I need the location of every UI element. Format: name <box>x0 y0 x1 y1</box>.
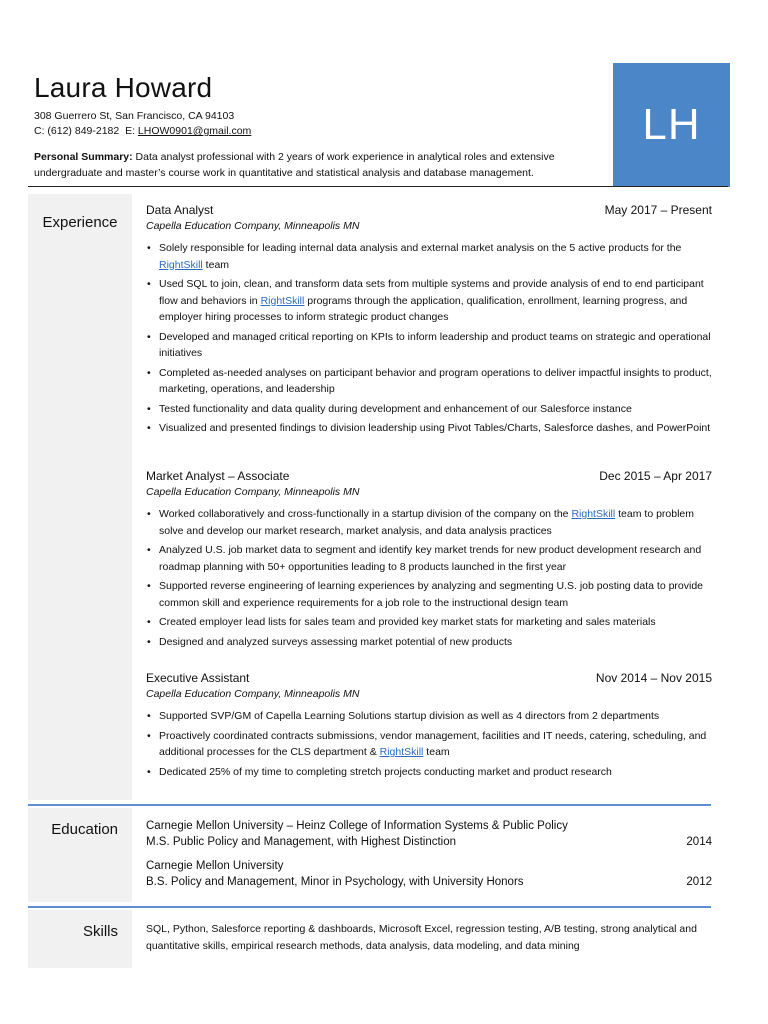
job-header <box>146 202 712 218</box>
job-company: Capella Education Company, Minneapolis MN <box>146 220 360 232</box>
job-entry <box>146 670 712 783</box>
rightskill-link[interactable]: RightSkill <box>260 294 305 307</box>
summary-text: Data analyst professional with 2 years of work experience in analytical roles and extensive undergraduate and master’s course work in quantitative and statistical analysis and database management. <box>34 151 555 179</box>
job-company: Capella Education Company, Minneapolis MN <box>146 486 360 498</box>
monogram-badge: LH <box>613 63 730 187</box>
education-year: 2012 <box>686 876 712 888</box>
email-link[interactable]: LHOW0901@gmail.com <box>137 125 252 137</box>
bullet-item <box>146 365 712 398</box>
job-header <box>146 468 712 484</box>
phone: (612) 849-2182 <box>47 125 120 137</box>
education-entry <box>146 818 712 850</box>
bullet-text: Supported SVP/GM of Capella Learning Solutions startup division as well as 4 directors from 2 departments <box>159 710 660 722</box>
section-heading-experience: Experience <box>42 214 118 231</box>
section-divider <box>28 906 711 908</box>
bullet-item <box>146 728 712 761</box>
education-entry <box>146 858 712 890</box>
education-sidebar <box>28 808 132 902</box>
phone-label: C: <box>34 125 45 137</box>
education-year: 2014 <box>686 836 712 848</box>
bullet-item <box>146 764 712 781</box>
education-degree: M.S. Public Policy and Management, with Highest Distinction <box>146 836 457 848</box>
section-heading-skills: Skills <box>82 923 118 940</box>
bullet-text: Dedicated 25% of my time to completing stretch projects conducting market and product research <box>159 765 612 778</box>
bullet-item <box>146 578 712 611</box>
job-dates: Dec 2015 – Apr 2017 <box>599 469 712 483</box>
job-header <box>146 670 712 686</box>
bullet-text: Used SQL to join, clean, and transform data sets from multiple systems and provide analysis of end to end participant flow and behaviors in <box>159 278 704 307</box>
job-company: Capella Education Company, Minneapolis MN <box>146 688 360 700</box>
address: 308 Guerrero St, San Francisco, CA 94103 <box>34 110 235 122</box>
job-dates: May 2017 – Present <box>604 203 712 217</box>
bullet-text: Developed and managed critical reporting on KPIs to inform leadership and product teams on strategic and operational initiatives <box>159 330 711 359</box>
job-title: Data Analyst <box>146 203 214 217</box>
bullet-item <box>146 634 712 651</box>
summary-label: Personal Summary: <box>34 151 133 163</box>
candidate-name: Laura Howard <box>34 72 213 103</box>
bullet-text: Tested functionality and data quality during development and enhancement of our Salesforce instance <box>159 402 632 415</box>
bullet-item <box>146 240 712 273</box>
personal-summary <box>34 149 609 181</box>
bullet-item <box>146 329 712 362</box>
bullet-text: Visualized and presented findings to division leadership using Pivot Tables/Charts, Salesforce dashes, and PowerPoint <box>159 422 711 434</box>
bullet-text: team <box>423 746 450 758</box>
section-divider <box>28 804 711 806</box>
header-divider <box>28 186 728 187</box>
bullet-text: team <box>202 258 230 271</box>
email-label: E: <box>125 125 135 137</box>
job-bullets <box>146 506 712 650</box>
bullet-item <box>146 614 712 631</box>
bullet-text: programs through the application, qualification, enrollment, learning progress, and employer hiring processes to inform strategic product changes <box>159 294 688 323</box>
bullet-item <box>146 708 712 725</box>
rightskill-link[interactable]: RightSkill <box>571 508 616 520</box>
education-school: Carnegie Mellon University – Heinz College of Information Systems & Public Policy <box>146 820 568 832</box>
bullet-item <box>146 506 712 539</box>
job-entry <box>146 202 712 440</box>
bullet-item <box>146 401 712 418</box>
bullet-text: Designed and analyzed surveys assessing market potential of new products <box>159 635 513 648</box>
bullet-text: team to problem solve and develop our market research, market analysis, and data analysis practices <box>159 508 695 537</box>
bullet-text: Supported reverse engineering of learning experiences by analyzing and segmenting U.S. job posting data to provide common skill and experience requirements for a job role to the instructional design team <box>159 580 704 609</box>
bullet-item <box>146 542 712 575</box>
bullet-text: Solely responsible for leading internal data analysis and external market analysis on the 5 active products for the <box>159 242 682 254</box>
contact-line <box>34 124 251 138</box>
experience-sidebar <box>28 194 132 800</box>
skills-sidebar <box>28 910 132 968</box>
section-heading-education: Education <box>51 821 118 838</box>
education-school: Carnegie Mellon University <box>146 860 284 872</box>
skills-text: SQL, Python, Salesforce reporting & dashboards, Microsoft Excel, regression testing, A/B testing, strong analytical and quantitative skills, empirical research methods, data analysis, data modeling, and data mining <box>146 923 697 952</box>
bullet-text: Created employer lead lists for sales team and provided key market stats for marketing and sales materials <box>159 616 656 628</box>
job-bullets <box>146 240 712 437</box>
rightskill-link[interactable]: RightSkill <box>159 258 203 271</box>
job-bullets <box>146 708 712 780</box>
bullet-text: Analyzed U.S. job market data to segment and identify key market trends for new product development research and roadmap planning with 50+ opportunities leading to 8 products launched in the first year <box>159 544 702 573</box>
job-dates: Nov 2014 – Nov 2015 <box>595 671 712 685</box>
bullet-item <box>146 276 712 326</box>
job-entry <box>146 468 712 653</box>
education-degree: B.S. Policy and Management, Minor in Psychology, with University Honors <box>146 876 524 888</box>
bullet-text: Completed as-needed analyses on participant behavior and program operations to deliver impactful insights to product, marketing, operations, and leadership <box>159 366 712 395</box>
job-title: Executive Assistant <box>146 671 250 685</box>
job-title: Market Analyst – Associate <box>146 469 290 483</box>
bullet-text: Proactively coordinated contracts submissions, vendor management, facilities and IT needs, catering, scheduling, and additional processes for the CLS department & <box>159 729 707 758</box>
rightskill-link[interactable]: RightSkill <box>379 746 424 758</box>
bullet-text: Worked collaboratively and cross-functionally in a startup division of the company on the <box>159 508 572 520</box>
bullet-item <box>146 420 712 437</box>
